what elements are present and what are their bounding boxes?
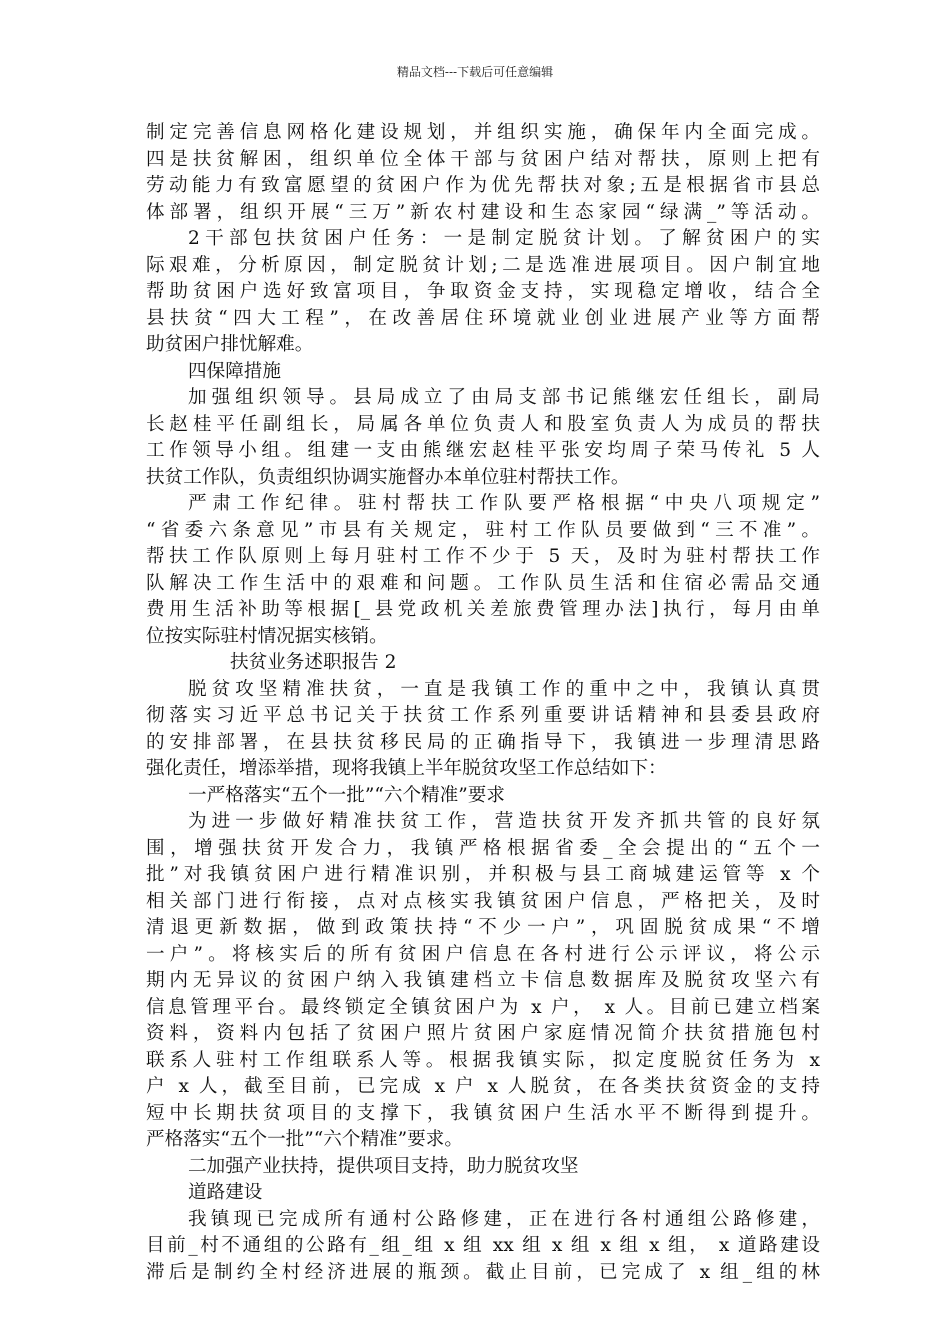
paragraph-line: 信息管理平台。最终锁定全镇贫困户为 x 户， x 人。目前已建立档案: [146, 996, 820, 1018]
paragraph-line: 围，增强扶贫开发合力，我镇严格根据省委_全会提出的“五个一: [146, 837, 820, 859]
paragraph-line: 资料，资料内包括了贫困户照片贫困户家庭情况简介扶贫措施包村: [146, 1023, 820, 1044]
paragraph-line: 工作领导小组。组建一支由熊继宏赵桂平张安均周子荣马传礼 5 人: [146, 440, 820, 461]
paragraph-line: 短中长期扶贫项目的支撑下，我镇贫困户生活水平不断得到提升。: [146, 1102, 820, 1124]
paragraph-line: 一严格落实“五个一批”“六个精准”要求: [188, 784, 505, 806]
paragraph-line: 的安排部署，在县扶贫移民局的正确指导下，我镇进一步理清思路: [146, 731, 820, 753]
paragraph-line: 加强组织领导。县局成立了由局支部书记熊继宏任组长，副局: [188, 387, 820, 408]
document-body: [146, 120, 820, 1286]
paragraph-line: 目前_村不通组的公路有_组_组 x 组 xx 组 x 组 x 组 x 组， x 道路建设: [146, 1235, 820, 1256]
paragraph-line: 帮扶工作队原则上每月驻村工作不少于 5 天，及时为驻村帮扶工作: [146, 546, 820, 567]
paragraph-line: 二加强产业扶持，提供项目支持，助力脱贫攻坚: [188, 1155, 579, 1177]
paragraph-line: 道路建设: [188, 1182, 263, 1203]
paragraph-line: 我镇现已完成所有通村公路修建，正在进行各村通组公路修建，: [188, 1208, 820, 1230]
paragraph-line: 严肃工作纪律。驻村帮扶工作队要严格根据“中央八项规定”: [188, 493, 820, 514]
paragraph-line: 脱贫攻坚精准扶贫，一直是我镇工作的重中之中，我镇认真贯: [188, 678, 820, 700]
paragraph-line: 队解决工作生活中的艰难和问题。工作队员生活和住宿必需品交通: [146, 572, 820, 594]
paragraph-line: 为进一步做好精准扶贫工作，营造扶贫开发齐抓共管的良好氛: [188, 811, 820, 832]
paragraph-line: 位按实际驻村情况据实核销。: [146, 625, 388, 647]
paragraph-line: 户 x 人，截至目前，已完成 x 户 x 人脱贫，在各类扶贫资金的支持: [146, 1076, 820, 1097]
page-header: 精品文档---下载后可任意编辑: [396, 65, 554, 79]
paragraph-line: 四保障措施: [188, 360, 281, 382]
paragraph-line: 批”对我镇贫困户进行精准识别，并积极与县工商城建运管等 x 个: [146, 864, 820, 885]
paragraph-line: 清退更新数据，做到政策扶持“不少一户”，巩固脱贫成果“不增: [146, 917, 820, 938]
paragraph-line: 强化责任，增添举措，现将我镇上半年脱贫攻坚工作总结如下：: [146, 758, 667, 779]
paragraph-line: “省委六条意见”市县有关规定，驻村工作队员要做到“三不准”。: [146, 519, 820, 541]
paragraph-line: 期内无异议的贫困户纳入我镇建档立卡信息数据库及脱贫攻坚六有: [146, 970, 820, 991]
paragraph-line: 体部署，组织开展“三万”新农村建设和生态家园“绿满_”等活动。: [146, 201, 820, 223]
paragraph-line: 扶贫业务述职报告 2: [230, 652, 397, 673]
paragraph-line: 一户”。将核实后的所有贫困户信息在各村进行公示评议，将公示: [146, 943, 820, 965]
paragraph-line: 制定完善信息网格化建设规划，并组织实施，确保年内全面完成。: [146, 122, 820, 143]
paragraph-line: 严格落实“五个一批”“六个精准”要求。: [146, 1129, 463, 1150]
paragraph-line: 联系人驻村工作组联系人等。根据我镇实际，拟定度脱贫任务为 x: [146, 1049, 820, 1071]
paragraph-line: 费用生活补助等根据[_县党政机关差旅费管理办法]执行，每月由单: [146, 599, 820, 620]
paragraph-line: 彻落实习近平总书记关于扶贫工作系列重要讲话精神和县委县政府: [146, 705, 820, 726]
paragraph-line: 滞后是制约全村经济进展的瓶颈。截止目前，已完成了 x 组_组的林: [146, 1261, 820, 1283]
paragraph-line: 际艰难，分析原因，制定脱贫计划;二是选准进展项目。因户制宜地: [146, 254, 820, 276]
paragraph-line: 劳动能力有致富愿望的贫困户作为优先帮扶对象;五是根据省市县总: [146, 175, 820, 196]
paragraph-line: 帮助贫困户选好致富项目，争取资金支持，实现稳定增收，结合全: [146, 281, 820, 302]
paragraph-line: 2干部包扶贫困户任务：一是制定脱贫计划。了解贫困户的实: [188, 228, 820, 249]
paragraph-line: 四是扶贫解困，组织单位全体干部与贫困户结对帮扶，原则上把有: [146, 148, 820, 170]
paragraph-line: 相关部门进行衔接，点对点核实我镇贫困户信息，严格把关，及时: [146, 890, 820, 912]
paragraph-line: 县扶贫“四大工程”，在改善居住环境就业创业进展产业等方面帮: [146, 307, 820, 329]
paragraph-line: 助贫困户排忧解难。: [146, 334, 314, 355]
paragraph-line: 扶贫工作队，负责组织协调实施督办本单位驻村帮扶工作。: [146, 466, 630, 488]
paragraph-line: 长赵桂平任副组长，局属各单位负责人和股室负责人为成员的帮扶: [146, 413, 820, 435]
